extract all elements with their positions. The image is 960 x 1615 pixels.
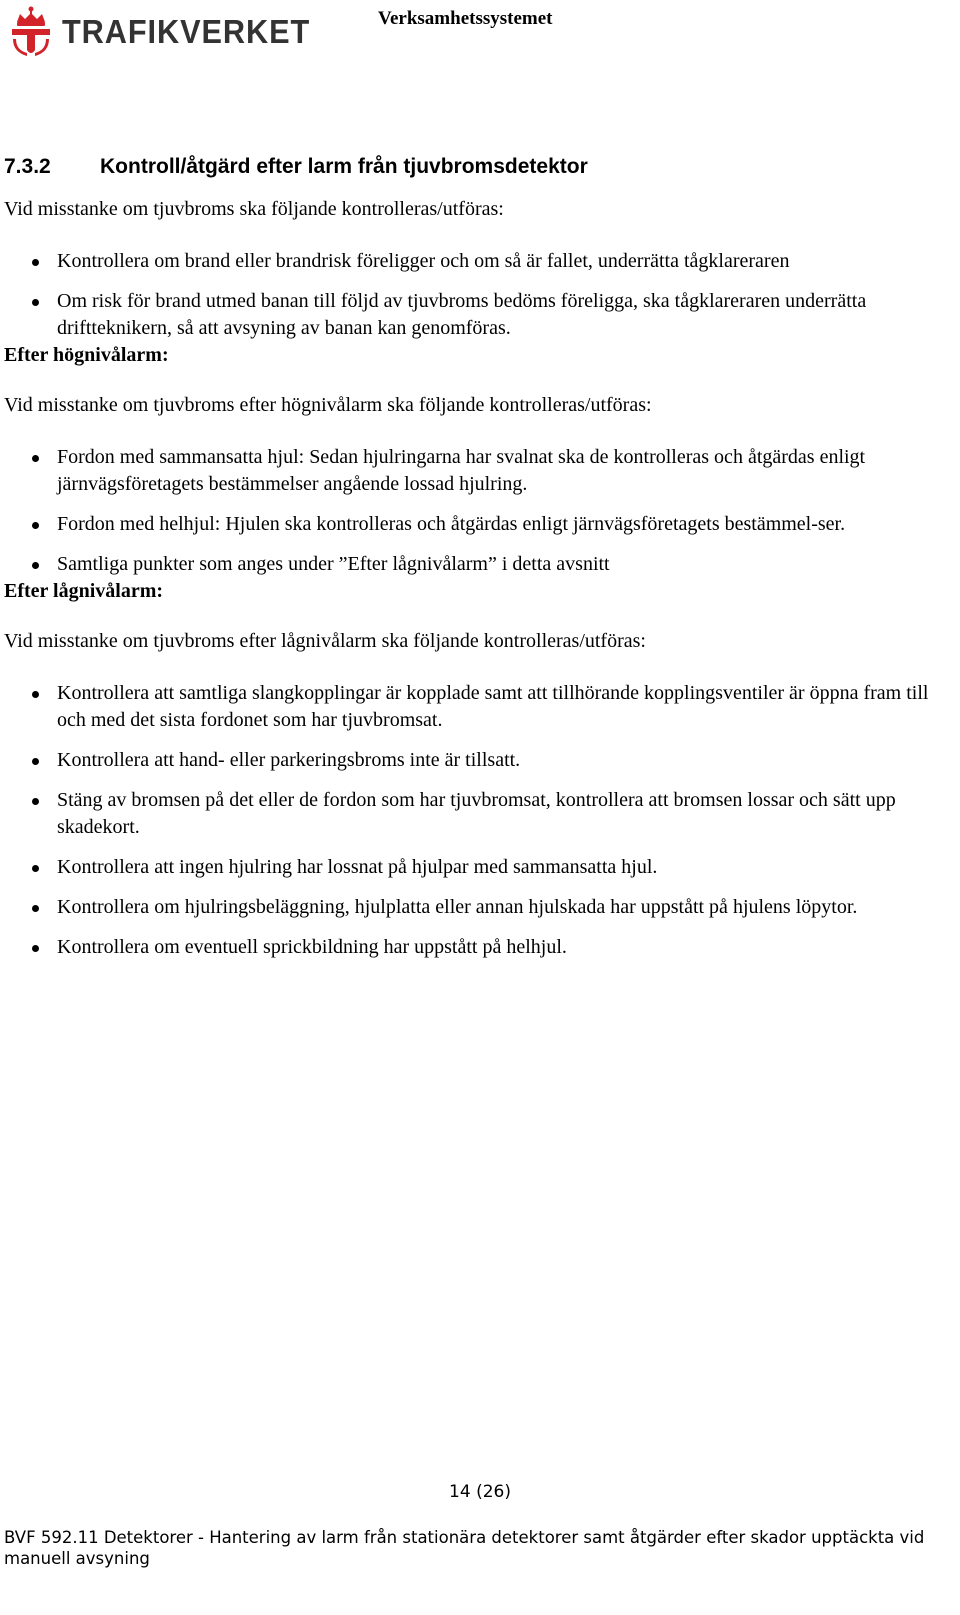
list-item-text: Kontrollera om eventuell sprickbildning har uppstått på helhjul. — [57, 936, 567, 958]
list-item-text: Fordon med sammansatta hjul: Sedan hjulringarna har svalnat ska de kontrolleras och åtgärdas enligt järnvägsföretagets bestämmelser angående lossad hjulring. — [57, 446, 866, 495]
section-intro: Vid misstanke om tjuvbroms ska följande kontrolleras/utföras: — [4, 198, 504, 220]
high-alarm-intro: Vid misstanke om tjuvbroms efter högnivålarm ska följande kontrolleras/utföras: — [4, 394, 652, 416]
list-item-text: Kontrollera att samtliga slangkopplingar är kopplade samt att tillhörande kopplingsventiler är öppna fram till och med det sista fordonet som har tjuvbromsat. — [57, 682, 929, 731]
low-alarm-heading: Efter lågnivålarm: — [4, 580, 164, 602]
section-number: 7.3.2 — [4, 155, 51, 178]
list-item — [4, 248, 956, 275]
list-item — [4, 551, 956, 578]
list-item — [4, 444, 956, 498]
list-item-text: Stäng av bromsen på det eller de fordon som har tjuvbromsat, kontrollera att bromsen lossar och sätt upp skadekort. — [57, 789, 896, 838]
list-item — [4, 680, 956, 734]
list-item — [4, 934, 956, 961]
bullet-icon — [32, 562, 39, 569]
high-alarm-heading: Efter högnivålarm: — [4, 344, 169, 366]
list-item — [4, 854, 956, 881]
page-number: 14 (26) — [449, 1482, 511, 1502]
low-alarm-list — [4, 680, 956, 961]
logo-wordmark: TRAFIKVERKET — [62, 13, 311, 50]
list-item — [4, 787, 956, 841]
list-item — [4, 511, 956, 538]
section-title: Kontroll/åtgärd efter larm från tjuvbromsdetektor — [100, 155, 588, 178]
list-item-text: Kontrollera om hjulringsbeläggning, hjulplatta eller annan hjulskada har uppstått på hjulens löpytor. — [57, 896, 858, 918]
bullet-icon — [32, 299, 39, 306]
bullet-icon — [32, 259, 39, 266]
bullet-icon — [32, 522, 39, 529]
document-body — [4, 152, 956, 974]
trafikverket-logo — [10, 4, 329, 60]
list-item-text: Kontrollera att hand- eller parkeringsbroms inte är tillsatt. — [57, 749, 521, 771]
bullet-icon — [32, 798, 39, 805]
document-footer: BVF 592.11 Detektorer - Hantering av larm från stationära detektorer samt åtgärder efter skador upptäckta vid manuell avsyning — [4, 1528, 925, 1568]
page-header — [0, 0, 960, 70]
crown-crest-icon — [10, 6, 52, 58]
list-item — [4, 288, 956, 342]
bullet-icon — [32, 865, 39, 872]
list-item-text: Fordon med helhjul: Hjulen ska kontrolleras och åtgärdas enligt järnvägsföretagets bestämmel-ser. — [57, 513, 846, 535]
list-item-text: Om risk för brand utmed banan till följd av tjuvbroms bedöms föreligga, ska tågklareraren underrätta driftteknikern, så att avsyning av banan kan genomföras. — [57, 290, 867, 339]
low-alarm-intro: Vid misstanke om tjuvbroms efter lågnivålarm ska följande kontrolleras/utföras: — [4, 630, 646, 652]
section-heading — [4, 152, 956, 182]
bullet-icon — [32, 691, 39, 698]
bullet-icon — [32, 945, 39, 952]
list-item-text: Samtliga punkter som anges under ”Efter lågnivålarm” i detta avsnitt — [57, 553, 610, 575]
high-alarm-list — [4, 444, 956, 578]
bullet-icon — [32, 905, 39, 912]
list-item — [4, 894, 956, 921]
system-name: Verksamhetssystemet — [378, 8, 553, 29]
list-item — [4, 747, 956, 774]
list-item-text: Kontrollera om brand eller brandrisk föreligger och om så är fallet, underrätta tågklareraren — [57, 250, 790, 272]
list-item-text: Kontrollera att ingen hjulring har lossnat på hjulpar med sammansatta hjul. — [57, 856, 658, 878]
section-list — [4, 248, 956, 342]
bullet-icon — [32, 455, 39, 462]
bullet-icon — [32, 758, 39, 765]
